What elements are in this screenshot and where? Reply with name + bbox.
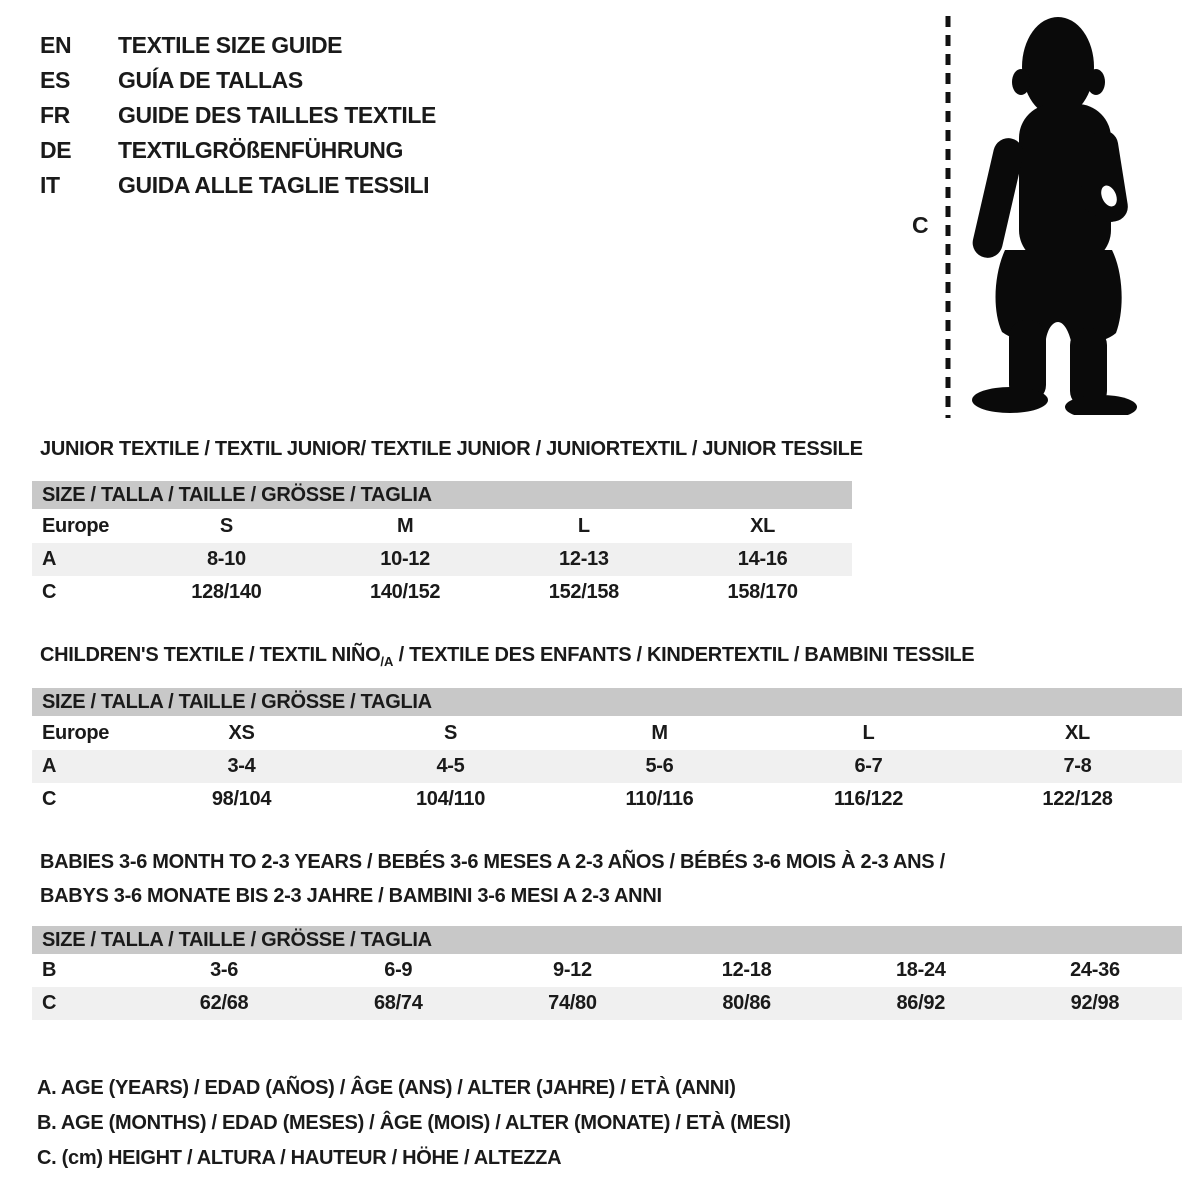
size-col-header: M — [396, 515, 414, 537]
age-value: 14-16 — [737, 548, 788, 570]
lang-label: GUIDE DES TAILLES TEXTILE — [118, 102, 436, 128]
row-label: C — [42, 581, 57, 603]
junior-region-row — [32, 509, 852, 543]
children-section-title — [40, 644, 974, 669]
size-col-header: L — [862, 722, 875, 744]
children-height-row — [32, 783, 1182, 816]
height-value: 152/158 — [548, 581, 619, 603]
months-value: 3-6 — [210, 959, 239, 981]
junior-age-row — [32, 543, 852, 576]
height-value: 116/122 — [833, 788, 904, 810]
height-measure-label: C — [912, 212, 929, 238]
age-value: 5-6 — [645, 755, 674, 777]
months-value: 6-9 — [384, 959, 413, 981]
months-value: 12-18 — [721, 959, 772, 981]
height-value: 86/92 — [896, 992, 946, 1014]
junior-section-title: JUNIOR TEXTILE / TEXTIL JUNIOR/ TEXTILE JUNIOR / JUNIORTEXTIL / JUNIOR TESSILE — [40, 438, 863, 460]
height-value: 128/140 — [191, 581, 262, 603]
junior-size-table — [32, 481, 852, 609]
region-label: Europe — [42, 515, 110, 537]
toddler-silhouette-icon — [957, 12, 1147, 415]
age-value: 7-8 — [1063, 755, 1092, 777]
lang-code: EN — [40, 32, 72, 58]
height-value: 104/110 — [415, 788, 486, 810]
age-value: 3-4 — [227, 755, 256, 777]
region-label: Europe — [42, 722, 110, 744]
height-value: 110/116 — [625, 788, 694, 810]
lang-label: TEXTILE SIZE GUIDE — [118, 32, 343, 58]
lang-code: FR — [40, 102, 70, 128]
lang-row-it — [40, 168, 436, 203]
age-value: 10-12 — [380, 548, 430, 570]
height-dashed-line — [944, 16, 952, 418]
height-value: 62/68 — [199, 992, 249, 1014]
babies-section-title-line1: BABIES 3-6 MONTH TO 2-3 YEARS / BEBÉS 3-6 MESES A 2-3 AÑOS / BÉBÉS 3-6 MOIS À 2-3 ANS / — [40, 851, 945, 873]
row-label: C — [42, 992, 57, 1014]
lang-label: GUIDA ALLE TAGLIE TESSILI — [118, 172, 430, 198]
babies-months-row — [32, 954, 1182, 987]
children-title-pre: CHILDREN'S TEXTILE / TEXTIL NIÑO — [40, 644, 381, 666]
height-value: 74/80 — [548, 992, 597, 1014]
height-value: 158/170 — [727, 581, 798, 603]
lang-row-en — [40, 28, 436, 63]
size-col-header: M — [651, 722, 668, 744]
lang-label: GUÍA DE TALLAS — [118, 67, 303, 93]
row-label: B — [42, 959, 57, 981]
age-value: 6-7 — [854, 755, 883, 777]
legend-line-a: A. AGE (YEARS) / EDAD (AÑOS) / ÂGE (ANS) / ALTER (JAHRE) / ETÀ (ANNI) — [37, 1077, 736, 1099]
size-col-header: S — [443, 722, 458, 744]
size-col-header: XS — [228, 722, 255, 744]
age-value: 4-5 — [436, 755, 465, 777]
lang-row-es — [40, 63, 436, 98]
legend-line-c: C. (cm) HEIGHT / ALTURA / HAUTEUR / HÖHE / ALTEZZA — [37, 1147, 562, 1169]
babies-height-row — [32, 987, 1182, 1020]
age-value: 12-13 — [559, 548, 609, 570]
language-title-block — [40, 28, 436, 203]
months-value: 24-36 — [1070, 959, 1120, 981]
legend-line-b: B. AGE (MONTHS) / EDAD (MESES) / ÂGE (MOIS) / ALTER (MONATE) / ETÀ (MESI) — [37, 1112, 791, 1134]
months-value: 9-12 — [553, 959, 592, 981]
row-label: C — [42, 788, 57, 810]
lang-code: IT — [40, 172, 60, 198]
lang-label: TEXTILGRÖßENFÜHRUNG — [118, 137, 403, 163]
size-header-bar: SIZE / TALLA / TAILLE / GRÖSSE / TAGLIA — [32, 926, 1182, 954]
months-value: 18-24 — [895, 959, 946, 981]
size-col-header: L — [577, 515, 590, 537]
legend-block — [37, 1071, 791, 1176]
size-col-header: S — [219, 515, 233, 537]
height-value: 140/152 — [370, 581, 441, 603]
age-value: 8-10 — [206, 548, 246, 570]
lang-code: ES — [40, 67, 70, 93]
size-header-bar: SIZE / TALLA / TAILLE / GRÖSSE / TAGLIA — [32, 481, 852, 509]
lang-row-fr — [40, 98, 436, 133]
height-value: 92/98 — [1070, 992, 1120, 1014]
row-label: A — [42, 755, 57, 777]
height-value: 68/74 — [373, 992, 423, 1014]
size-header-bar: SIZE / TALLA / TAILLE / GRÖSSE / TAGLIA — [32, 688, 1182, 716]
babies-section-title-line2: BABYS 3-6 MONATE BIS 2-3 JAHRE / BAMBINI 3-6 MESI A 2-3 ANNI — [40, 885, 662, 907]
height-value: 122/128 — [1042, 788, 1113, 810]
size-col-header: XL — [750, 515, 776, 537]
children-size-table — [32, 688, 1182, 816]
babies-size-table — [32, 926, 1182, 1020]
children-region-row — [32, 716, 1182, 750]
row-label: A — [42, 548, 57, 570]
lang-row-de — [40, 133, 436, 168]
size-col-header: XL — [1065, 722, 1090, 744]
height-value: 98/104 — [211, 788, 272, 810]
children-age-row — [32, 750, 1182, 783]
lang-code: DE — [40, 137, 72, 163]
junior-height-row — [32, 576, 852, 609]
height-value: 80/86 — [722, 992, 771, 1014]
children-title-subscript: /A — [380, 654, 394, 669]
children-title-post: / TEXTILE DES ENFANTS / KINDERTEXTIL / BAMBINI TESSILE — [393, 644, 975, 666]
